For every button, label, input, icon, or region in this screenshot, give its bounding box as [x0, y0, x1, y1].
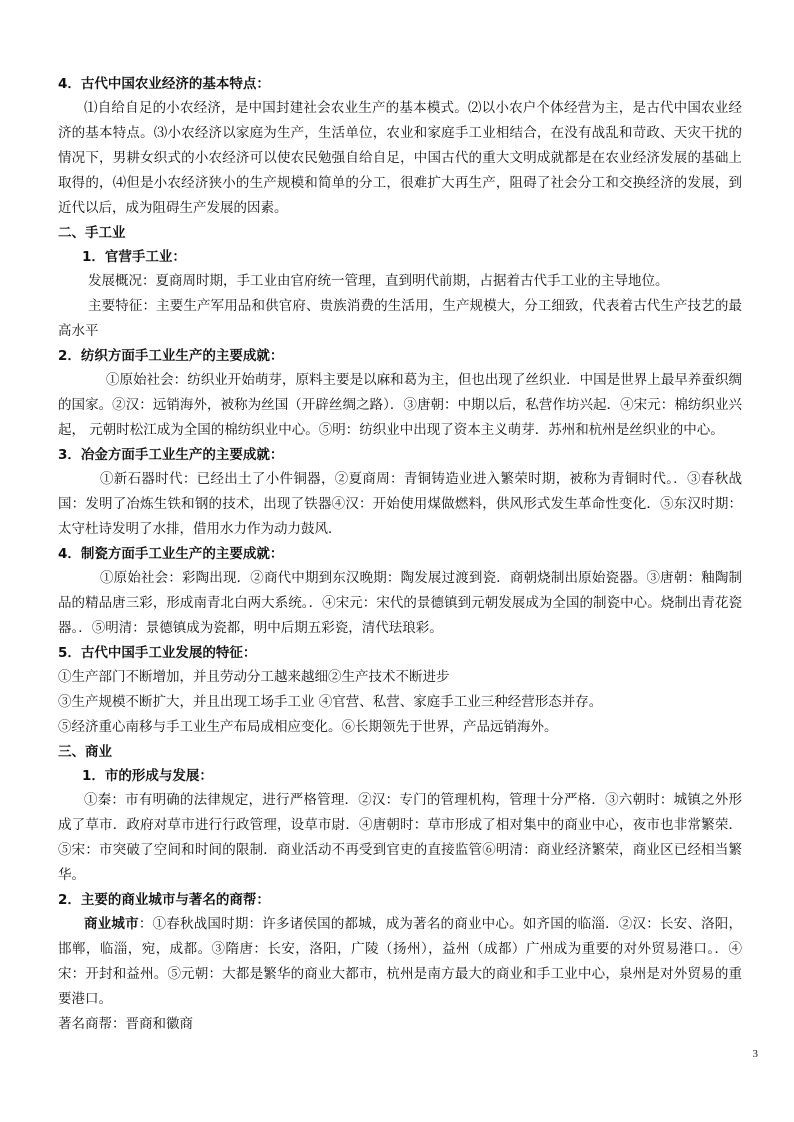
label-commercial-cities: 商业城市: [84, 916, 139, 932]
handicraft-feature-line-1: ①生产部门不断增加，并且劳动分工越来越细②生产技术不断进步: [58, 669, 450, 685]
paragraph-metallurgy: ①新石器时代：已经出土了小件铜器，②夏商周：青铜铸造业进入繁荣时期，被称为青铜时代。．③春秋战国：发明了冶炼生铁和钢的技术，出现了铁器④汉：开始使用煤做燃料，供风形式发生革命性变化．⑤东汉时期：太守杜诗发明了水排，借用水力作为动力鼓风．: [58, 471, 742, 537]
section-heading-commercial-cities: 2．主要的商业城市与著名的商帮：: [58, 892, 270, 908]
part-heading-handicraft: 二、手工业: [58, 225, 126, 241]
handicraft-feature-line-2: ③生产规模不断扩大，并且出现工场手工业 ④官营、私营、家庭手工业三种经营形态并存。: [58, 694, 603, 710]
subheading-official-handicraft: 1．官营手工业：: [82, 249, 186, 265]
section-heading-metallurgy: 3．冶金方面手工业生产的主要成就：: [58, 447, 284, 463]
paragraph-agriculture-features: ⑴自给自足的小农经济，是中国封建社会农业生产的基本模式。⑵以小农户个体经营为主，是古代中国农业经济的基本特点。⑶小农经济以家庭为生产，生活单位，农业和家庭手工业相结合，在没有战乱和苛政、天灾干扰的情况下，男耕女织式的小农经济可以使农民勉强自给自足，中国古代的重大文明成就都是在农业经济发展的基础上取得的，⑷但是小农经济狭小的生产规模和简单的分工，很难扩大再生产，阻碍了社会分工和交换经济的发展，到近代以后，成为阻碍生产发展的因素。: [58, 100, 742, 216]
section-heading-textile: 2．纺织方面手工业生产的主要成就：: [58, 348, 284, 364]
handicraft-feature-line-3: ⑤经济重心南移与手工业生产布局成相应变化。⑥长期领先于世界，产品远销海外。: [58, 719, 558, 735]
paragraph-textile: ①原始社会：纺织业开始萌芽，原料主要是以麻和葛为主，但也出现了丝织业．中国是世界上最早养蚕织绸的国家。②汉：远销海外，被称为丝国（开辟丝绸之路）．③唐朝：中期以后，私营作坊兴起．④宋元：棉纺织业兴起， 元朝时松江成为全国的棉纺织业中心。⑤明：纺织业中出现了资本主义萌芽．苏州和杭州是丝织业的中心。: [58, 372, 742, 438]
paragraph-official-overview: 发展概况：夏商周时期，手工业由官府统一管理，直到明代前期，占据着古代手工业的主导地位。: [88, 273, 669, 289]
paragraph-merchant-groups: 著名商帮：晋商和徽商: [58, 1016, 193, 1032]
section-heading-handicraft-features: 5．古代中国手工业发展的特征：: [58, 645, 257, 661]
part-heading-commerce: 三、商业: [58, 744, 112, 760]
paragraph-markets: ①秦：市有明确的法律规定，进行严格管理．②汉：专门的管理机构，管理十分严格．③六朝时：城镇之外形成了草市．政府对草市进行行政管理，设草市尉．④唐朝时：草市形成了相对集中的商业中心，夜市也非常繁荣．⑤宋：市突破了空间和时间的限制．商业活动不再受到官吏的直接监管⑥明清：商业经济繁荣，商业区已经相当繁华。: [58, 792, 742, 883]
section-heading-porcelain: 4．制瓷方面手工业生产的主要成就：: [58, 546, 284, 562]
page-number: 3: [752, 1048, 758, 1060]
subheading-markets: 1．市的形成与发展：: [82, 768, 213, 784]
paragraph-commercial-cities: [58, 912, 742, 1012]
section-heading-agriculture-features: 4．古代中国农业经济的基本特点：: [58, 76, 270, 92]
document-page: [58, 70, 742, 1037]
text-commercial-cities: ：①春秋战国时期：许多诸侯国的都城，成为著名的商业中心。如齐国的临淄．②汉：长安、洛阳，邯郸，临淄，宛，成都。③隋唐：长安，洛阳，广陵（扬州），益州（成都）广州成为重要的对外贸易港口。．④宋：开封和益州。⑤元朝：大都是繁华的商业大都市，杭州是南方最大的商业和手工业中心，泉州是对外贸易的重要港口。: [58, 916, 743, 1007]
paragraph-official-features: 主要特征：主要生产军用品和供官府、贵族消费的生活用，生产规模大，分工细致，代表着古代生产技艺的最高水平: [58, 298, 742, 339]
paragraph-porcelain: ①原始社会：彩陶出现．②商代中期到东汉晚期：陶发展过渡到瓷．商朝烧制出原始瓷器。③唐朝：釉陶制品的精品唐三彩，形成南青北白两大系统。．④宋元：宋代的景德镇到元朝发展成为全国的制瓷中心。烧制出青花瓷器。．⑤明清：景德镇成为瓷都，明中后期五彩瓷，清代珐琅彩。: [58, 570, 742, 636]
